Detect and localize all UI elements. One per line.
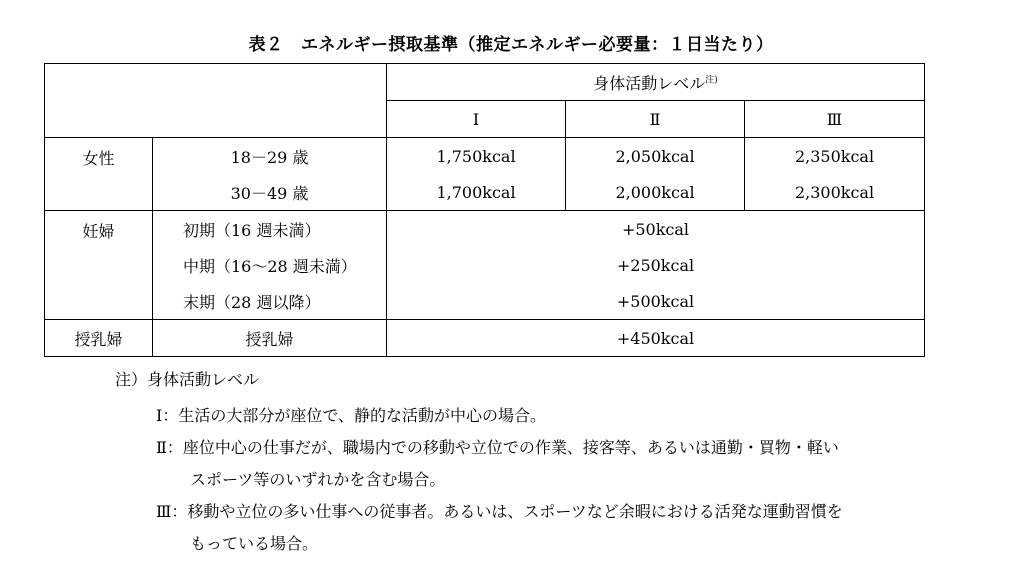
activity-level-header [387,64,925,101]
pregnant-stage-1: 初期（16 週未満） [153,211,387,248]
lactating-sub: 授乳婦 [153,320,387,357]
table-title: 表２ エネルギー摂取基準（推定エネルギー必要量：１日当たり） [248,35,774,55]
female-age-1-level-2: 2,050kcal [566,138,745,175]
header-row-activity [45,64,925,101]
level-1-header: Ⅰ [387,101,566,138]
activity-level-label: 身体活動レベル [593,73,706,93]
female-age-2-level-3: 2,300kcal [745,174,925,211]
female-age-2: 30－49 歳 [153,174,387,211]
pregnant-stage-2-value: +250kcal [387,247,925,283]
female-age-2-level-1: 1,700kcal [387,174,566,211]
pregnant-stage-2: 中期（16～28 週未満） [153,247,387,283]
note-level-3-line-1: Ⅲ：移動や立位の多い仕事への従事者。あるいは、スポーツなど余暇における活発な運動習慣を [156,502,843,521]
female-age-1: 18－29 歳 [153,138,387,175]
level-3-header: Ⅲ [745,101,925,138]
table-row [45,174,925,211]
lactating-value: +450kcal [387,320,925,357]
note-level-1: Ⅰ：生活の大部分が座位で、静的な活動が中心の場合。 [156,406,547,425]
table-row [45,247,925,283]
notes-heading: 注）身体活動レベル [115,370,260,389]
note-level-2-line-2: スポーツ等のいずれかを含む場合。 [190,470,446,489]
female-age-1-level-1: 1,750kcal [387,138,566,175]
pregnant-label: 妊婦 [45,211,153,320]
pregnant-stage-1-value: +50kcal [387,211,925,248]
table-row [45,211,925,248]
table-row [45,138,925,175]
lactating-label: 授乳婦 [45,320,153,357]
activity-note-mark: 注) [705,75,718,86]
energy-intake-table [44,63,925,357]
female-age-1-level-3: 2,350kcal [745,138,925,175]
header-empty-cell [45,64,387,138]
level-2-header: Ⅱ [566,101,745,138]
female-age-2-level-2: 2,000kcal [566,174,745,211]
female-label: 女性 [45,138,153,211]
note-level-3-line-2: もっている場合。 [190,534,319,553]
table-row [45,283,925,320]
table-row [45,320,925,357]
pregnant-stage-3: 末期（28 週以降） [153,283,387,320]
pregnant-stage-3-value: +500kcal [387,283,925,320]
note-level-2-line-1: Ⅱ：座位中心の仕事だが、職場内での移動や立位での作業、接客等、あるいは通勤・買物・軽い [156,438,839,457]
